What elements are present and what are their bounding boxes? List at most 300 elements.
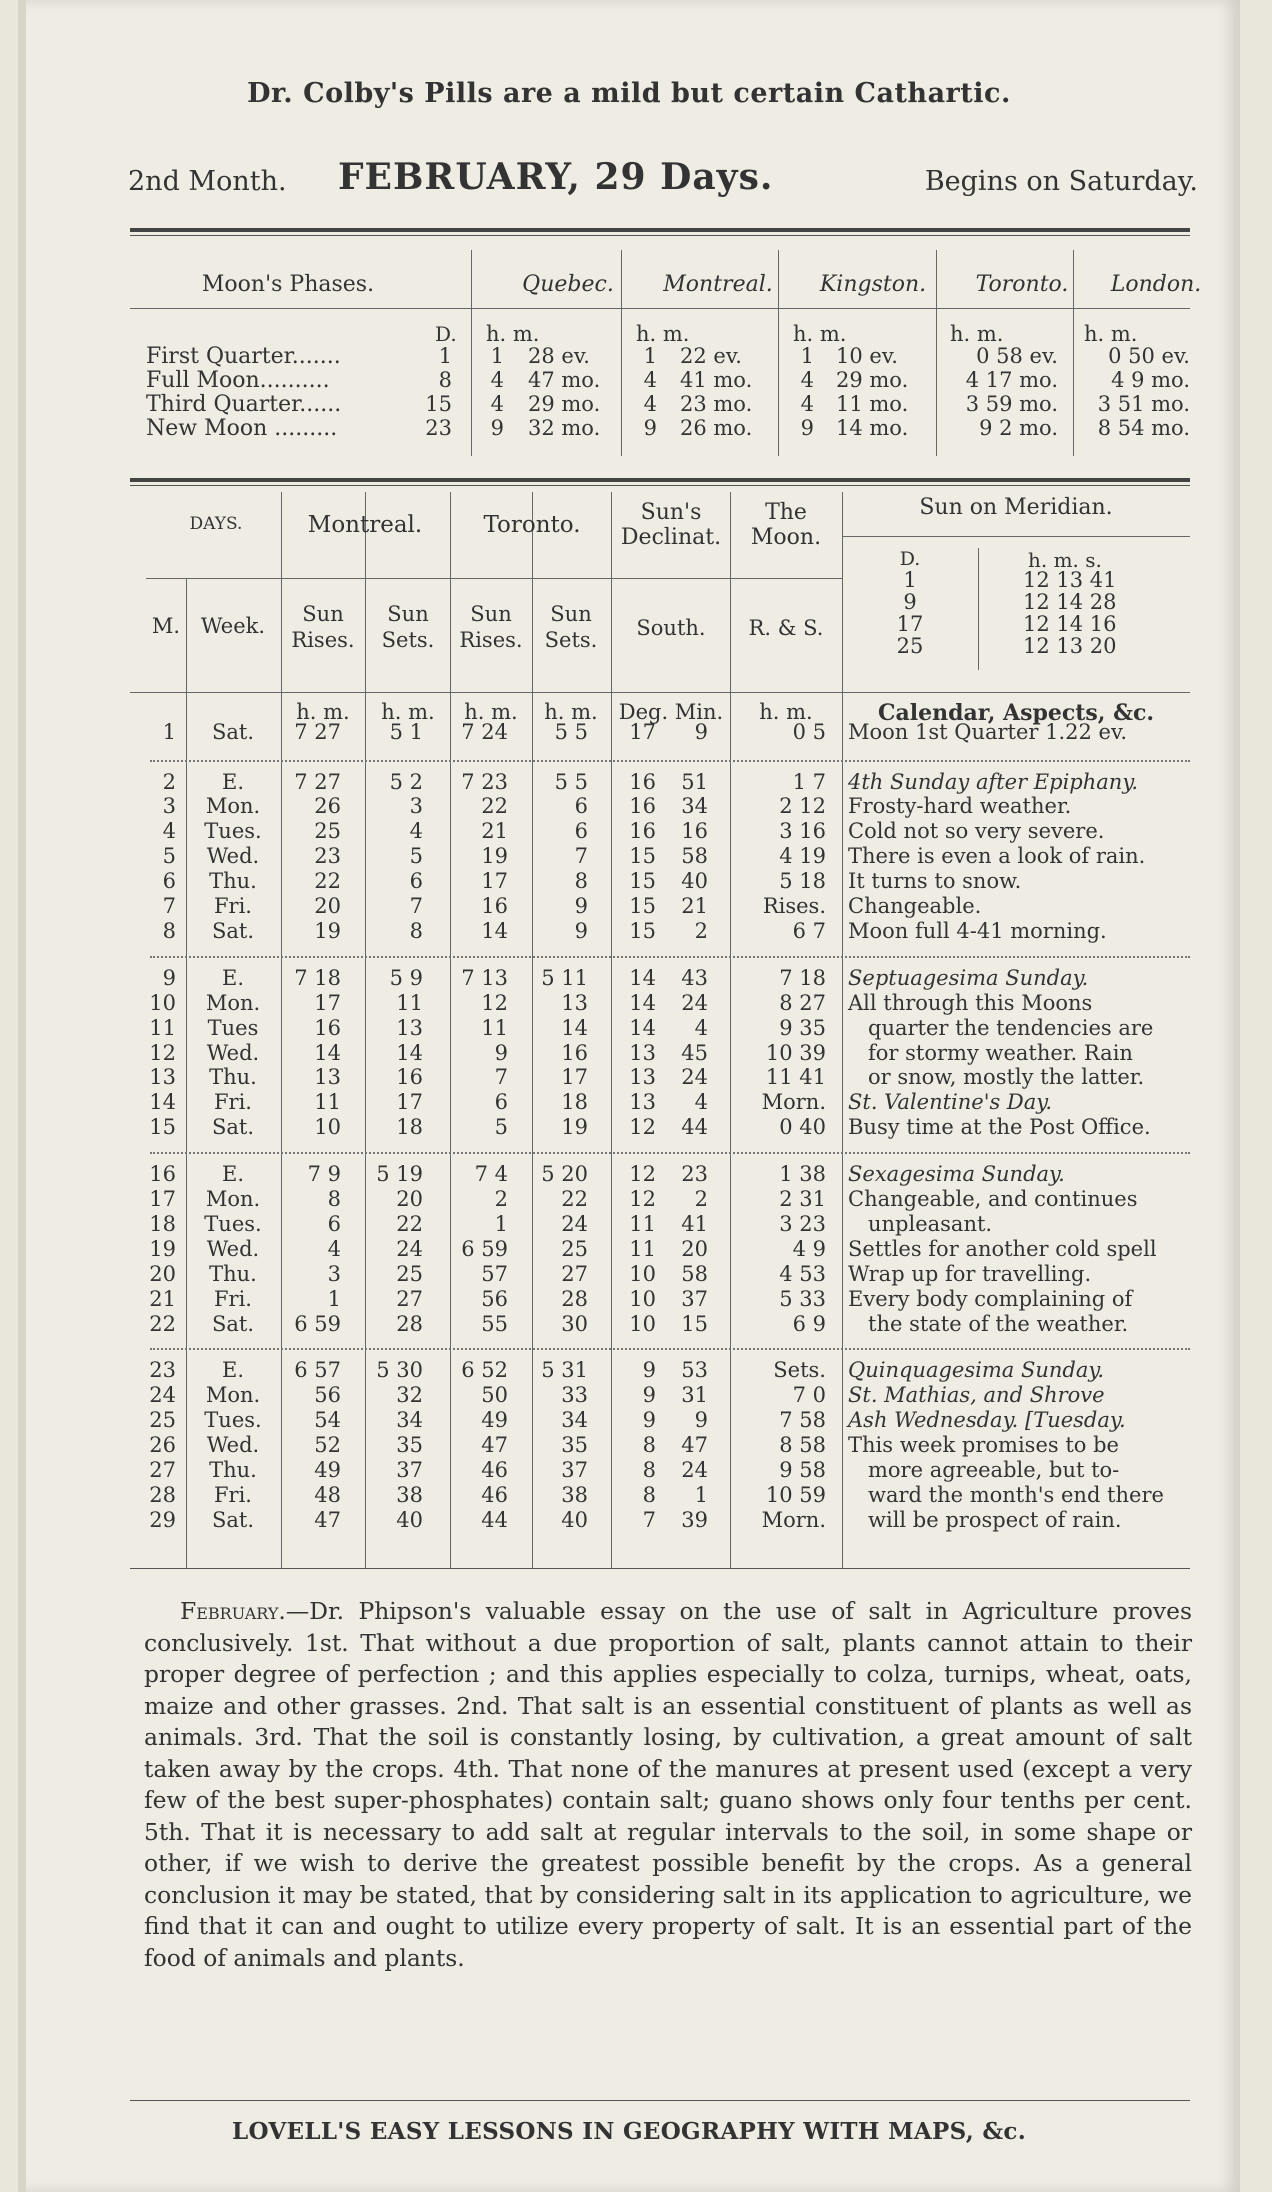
- weekday: Fri.: [213, 1482, 252, 1507]
- declination-deg: 10: [629, 1311, 656, 1336]
- toronto-set: 5 5: [554, 720, 588, 744]
- weekday: Fri.: [213, 1286, 252, 1311]
- moon-col-header: Quebec.: [522, 272, 614, 297]
- day-number: 2: [162, 769, 176, 794]
- weekday: E.: [221, 769, 244, 794]
- calendar-note: Quinquagesima Sunday.: [848, 1358, 1105, 1383]
- moon-rs: 6 9: [792, 1311, 826, 1336]
- weekday: Sat.: [211, 1115, 255, 1140]
- moon-kingston-h: 4: [800, 368, 814, 392]
- day-number: 23: [149, 1358, 176, 1383]
- moon-rs: 9 58: [779, 1458, 826, 1482]
- moon-rs: 4 9: [792, 1236, 826, 1261]
- sun-col-header: Sets.: [381, 628, 435, 652]
- week-separator: [150, 956, 1190, 958]
- declination-min: 16: [681, 819, 708, 844]
- week-separator: [150, 1152, 1190, 1154]
- cal-header-rule: [130, 692, 1190, 693]
- south-header: South.: [636, 616, 706, 640]
- calendar-note: It turns to snow.: [848, 869, 1022, 894]
- day-number: 16: [149, 1162, 176, 1187]
- moon-rs: 1 38: [779, 1162, 826, 1187]
- toronto-set: 17: [561, 1065, 588, 1090]
- meridian-day: 1: [903, 568, 917, 592]
- declination-deg: 14: [629, 990, 656, 1015]
- moon-unit-kingston: h. m.: [793, 322, 847, 346]
- declination-deg: 16: [629, 794, 656, 819]
- declination-min: 53: [681, 1358, 708, 1383]
- moon-unit-d: D.: [435, 322, 457, 346]
- moon-quebec-h: 1: [490, 344, 504, 368]
- weekday: Mon.: [205, 794, 261, 819]
- declination-deg: 14: [629, 965, 656, 990]
- moon-phase-day: 23: [425, 416, 452, 440]
- montreal-rise: 17: [314, 990, 341, 1015]
- declination-min: 34: [681, 794, 708, 819]
- declination-min: 20: [681, 1236, 708, 1261]
- toronto-rise: 7 23: [461, 769, 508, 794]
- moon-phase-day: 1: [438, 344, 452, 368]
- declination-min: 45: [681, 1040, 708, 1065]
- days-header: DAYS.: [189, 514, 243, 534]
- moon-toronto: 9 2 mo.: [979, 416, 1058, 440]
- day-number: 10: [149, 990, 176, 1015]
- meridian-value: 12 14 16: [1023, 612, 1117, 636]
- calendar-note: St. Valentine's Day.: [848, 1090, 1053, 1115]
- moon-unit-london: h. m.: [1084, 322, 1138, 346]
- moon-london: 8 54 mo.: [1097, 416, 1190, 440]
- toronto-rise: 11: [481, 1015, 508, 1040]
- day-number: 11: [149, 1015, 176, 1040]
- toronto-rise: 14: [481, 918, 508, 943]
- moon-montreal-m: 41 mo.: [680, 368, 753, 392]
- day-number: 18: [149, 1211, 176, 1236]
- montreal-set: 34: [396, 1408, 423, 1433]
- montreal-rise: 6 59: [294, 1311, 341, 1336]
- montreal-set: 14: [396, 1040, 423, 1065]
- day-number: 12: [149, 1040, 176, 1065]
- declination-deg: 15: [629, 869, 656, 894]
- calendar-note: 4th Sunday after Epiphany.: [848, 769, 1139, 794]
- toronto-rise: 50: [481, 1383, 508, 1408]
- montreal-rise: 7 18: [294, 965, 341, 990]
- calendar-note: more agreeable, but to-: [868, 1458, 1120, 1482]
- montreal-set: 4: [409, 819, 423, 844]
- day-number: 20: [149, 1261, 176, 1286]
- toronto-rise: 16: [481, 894, 508, 918]
- declination-min: 47: [681, 1433, 708, 1458]
- moon-london: 0 50 ev.: [1108, 344, 1190, 368]
- almanac-page: [18, 0, 1240, 2192]
- montreal-set: 18: [396, 1115, 423, 1140]
- sun-col-header: Rises.: [459, 628, 523, 652]
- day-number: 17: [149, 1187, 176, 1211]
- montreal-rise: 13: [314, 1065, 341, 1090]
- calendar-note: unpleasant.: [868, 1211, 993, 1236]
- calendar-note: or snow, mostly the latter.: [868, 1065, 1145, 1090]
- montreal-set: 3: [409, 794, 423, 819]
- montreal-set: 8: [409, 918, 423, 943]
- montreal-rise: 14: [314, 1040, 341, 1065]
- weekday: Mon.: [205, 990, 261, 1015]
- toronto-rise: 6 59: [461, 1236, 508, 1261]
- moon-rs: 3 16: [779, 819, 826, 844]
- declination-min: 24: [681, 1458, 708, 1482]
- moon-col-header: Moon's Phases.: [201, 272, 375, 297]
- moon-rs: 0 40: [779, 1115, 826, 1140]
- unit-hm: h. m.: [296, 700, 350, 724]
- weekday: Wed.: [206, 1236, 260, 1261]
- weekday: E.: [221, 1358, 244, 1383]
- meridian-hms-head: h. m. s.: [1028, 548, 1102, 572]
- montreal-rise: 54: [314, 1408, 341, 1433]
- toronto-rise: 7 24: [461, 720, 508, 744]
- declination-min: 15: [681, 1311, 708, 1336]
- calendar-note: Ash Wednesday. [Tuesday.: [848, 1408, 1126, 1433]
- declination-deg: 10: [629, 1286, 656, 1311]
- toronto-set: 16: [561, 1040, 588, 1065]
- day-number: 29: [149, 1507, 176, 1532]
- toronto-rise: 47: [481, 1433, 508, 1458]
- toronto-set: 30: [561, 1311, 588, 1336]
- moon-rs: 9 35: [779, 1015, 826, 1040]
- montreal-set: 38: [396, 1482, 423, 1507]
- moon-rs: 2 31: [779, 1187, 826, 1211]
- weekday: Sat.: [211, 1507, 255, 1532]
- calendar-note: quarter the tendencies are: [868, 1015, 1154, 1040]
- calendar-note: Cold not so very severe.: [848, 819, 1105, 844]
- moon-rs: Morn.: [761, 1507, 826, 1532]
- moon-rs: 5 18: [779, 869, 826, 894]
- declination-min: 41: [681, 1211, 708, 1236]
- weekday: Sat.: [211, 720, 255, 744]
- moon-quebec-m: 47 mo.: [528, 368, 601, 392]
- montreal-set: 20: [396, 1187, 423, 1211]
- montreal-set: 5 1: [389, 720, 423, 744]
- day-number: 3: [162, 794, 176, 819]
- moon-rs: 0 5: [792, 720, 826, 744]
- declination-deg: 8: [642, 1482, 656, 1507]
- montreal-rise: 47: [314, 1507, 341, 1532]
- moon-rs: Sets.: [773, 1358, 826, 1383]
- february-paragraph: [144, 1596, 1192, 1974]
- toronto-rise: 57: [481, 1261, 508, 1286]
- moon-rs: 4 19: [779, 844, 826, 869]
- toronto-set: 9: [574, 918, 588, 943]
- declination-deg: 13: [629, 1040, 656, 1065]
- calendar-note: for stormy weather. Rain: [868, 1040, 1133, 1065]
- sun-col-header: Sun: [302, 602, 344, 626]
- declination-deg: 11: [629, 1236, 656, 1261]
- weekday: Sat.: [211, 1311, 255, 1336]
- meridian-day: 9: [903, 590, 917, 614]
- montreal-rise: 1: [327, 1286, 341, 1311]
- toronto-set: 40: [561, 1507, 588, 1532]
- declination-min: 4: [694, 1015, 708, 1040]
- meridian-day: 17: [896, 612, 924, 636]
- meridian-d-head: D.: [899, 548, 921, 570]
- montreal-rise: 7 27: [294, 769, 341, 794]
- calendar-note: Wrap up for travelling.: [848, 1261, 1092, 1286]
- toronto-rise: 9: [494, 1040, 508, 1065]
- calendar-note: Moon full 4-41 morning.: [848, 918, 1107, 943]
- toronto-rise: 56: [481, 1286, 508, 1311]
- declination-deg: 12: [629, 1115, 656, 1140]
- montreal-rise: 22: [314, 869, 341, 894]
- toronto-set: 25: [561, 1236, 588, 1261]
- montreal-set: 27: [396, 1286, 423, 1311]
- toronto-rise: 7 4: [474, 1162, 508, 1187]
- month-title: FEBRUARY, 29 Days.: [338, 156, 774, 198]
- sun-col-header: Sun: [387, 602, 429, 626]
- moon-rs: 10 39: [765, 1040, 826, 1065]
- moon-quebec-h: 4: [490, 368, 504, 392]
- declination-deg: 14: [629, 1015, 656, 1040]
- toronto-set: 22: [561, 1187, 588, 1211]
- moon-toronto: 4 17 mo.: [965, 368, 1058, 392]
- toronto-set: 35: [561, 1433, 588, 1458]
- col-m-header: M.: [151, 614, 181, 638]
- declination-deg: 12: [629, 1187, 656, 1211]
- weekday: Tues: [207, 1015, 259, 1040]
- moon-kingston-h: 4: [800, 392, 814, 416]
- moon-phase-name: New Moon .........: [146, 416, 338, 441]
- weekday: Thu.: [209, 869, 257, 894]
- rs-header: R. & S.: [748, 616, 824, 640]
- declination-min: 31: [681, 1383, 708, 1408]
- montreal-rise: 3: [327, 1261, 341, 1286]
- weekday: E.: [221, 1162, 244, 1187]
- moon-rs: Morn.: [761, 1090, 826, 1115]
- declination-min: 2: [694, 1187, 708, 1211]
- day-number: 13: [149, 1065, 176, 1090]
- unit-hm: h. m.: [464, 700, 518, 724]
- week-separator: [150, 1348, 1190, 1350]
- toronto-rise: 46: [481, 1482, 508, 1507]
- moon-rs: 5 33: [779, 1286, 826, 1311]
- toronto-set: 9: [574, 894, 588, 918]
- moon-montreal-h: 1: [643, 344, 657, 368]
- montreal-set: 6: [409, 869, 423, 894]
- toronto-rise: 17: [481, 869, 508, 894]
- unit-hm: h. m.: [544, 700, 598, 724]
- moon-quebec-m: 32 mo.: [528, 416, 601, 440]
- calendar-note: Septuagesima Sunday.: [848, 965, 1089, 990]
- montreal-rise: 56: [314, 1383, 341, 1408]
- montreal-rise: 7 27: [294, 720, 341, 744]
- moon-montreal-m: 22 ev.: [680, 344, 742, 368]
- declination-min: 44: [681, 1115, 708, 1140]
- day-number: 6: [162, 869, 176, 894]
- toronto-header: Toronto.: [483, 512, 581, 538]
- top-advertisement: Dr. Colby's Pills are a mild but certain Cathartic.: [247, 78, 1011, 109]
- toronto-set: 28: [561, 1286, 588, 1311]
- moon-quebec-m: 28 ev.: [528, 344, 590, 368]
- toronto-set: 24: [561, 1211, 588, 1236]
- declination-deg: 9: [642, 1383, 656, 1408]
- toronto-set: 6: [574, 819, 588, 844]
- day-number: 27: [149, 1458, 176, 1482]
- moon-kingston-m: 11 mo.: [836, 392, 909, 416]
- calendar-note: Frosty-hard weather.: [848, 794, 1072, 819]
- moon-header-1: The: [765, 500, 807, 525]
- declination-deg: 7: [642, 1507, 656, 1532]
- moon-rs: 1 7: [792, 769, 826, 794]
- moon-quebec-h: 9: [490, 416, 504, 440]
- declination-deg: 9: [642, 1358, 656, 1383]
- declination-min: 58: [681, 844, 708, 869]
- weekday: Mon.: [205, 1187, 261, 1211]
- montreal-rise: 6: [327, 1211, 341, 1236]
- toronto-set: 33: [561, 1383, 588, 1408]
- declination-deg: 15: [629, 894, 656, 918]
- declination-min: 37: [681, 1286, 708, 1311]
- moon-kingston-m: 14 mo.: [836, 416, 909, 440]
- montreal-rise: 49: [314, 1458, 341, 1482]
- toronto-set: 13: [561, 990, 588, 1015]
- unit-hm: h. m.: [759, 700, 813, 724]
- calendar-note: Settles for another cold spell: [848, 1236, 1157, 1261]
- declination-header-1: Sun's: [640, 500, 702, 525]
- month-number: 2nd Month.: [128, 166, 287, 197]
- declination-min: 24: [681, 1065, 708, 1090]
- calendar-note: There is even a look of rain.: [848, 844, 1146, 869]
- moon-montreal-h: 4: [643, 392, 657, 416]
- declination-min: 58: [681, 1261, 708, 1286]
- montreal-set: 25: [396, 1261, 423, 1286]
- paragraph-lead: February.: [180, 1597, 286, 1625]
- calendar-note: ward the month's end there: [868, 1482, 1164, 1507]
- montreal-set: 28: [396, 1311, 423, 1336]
- day-number: 8: [162, 918, 176, 943]
- moon-unit-toronto: h. m.: [950, 322, 1004, 346]
- weekday: Fri.: [213, 1090, 252, 1115]
- montreal-rise: 52: [314, 1433, 341, 1458]
- moon-toronto: 3 59 mo.: [965, 392, 1058, 416]
- moon-kingston-h: 1: [800, 344, 814, 368]
- toronto-set: 37: [561, 1458, 588, 1482]
- toronto-rise: 46: [481, 1458, 508, 1482]
- weekday: Wed.: [206, 1040, 260, 1065]
- montreal-set: 13: [396, 1015, 423, 1040]
- montreal-set: 37: [396, 1458, 423, 1482]
- declination-deg: 10: [629, 1261, 656, 1286]
- moon-col-header: Kingston.: [819, 272, 927, 297]
- weekday: Sat.: [211, 918, 255, 943]
- montreal-rise: 11: [314, 1090, 341, 1115]
- rule-bottom-table: [130, 1568, 1190, 1569]
- calendar-note: This week promises to be: [848, 1433, 1119, 1458]
- weekday: Tues.: [204, 1408, 262, 1433]
- day-number: 25: [149, 1408, 176, 1433]
- toronto-set: 18: [561, 1090, 588, 1115]
- moon-unit-quebec: h. m.: [486, 322, 540, 346]
- moon-phase-name: First Quarter.......: [146, 344, 341, 369]
- montreal-set: 5 9: [389, 965, 423, 990]
- cal-col-divider: [532, 492, 533, 1568]
- day-number: 5: [162, 844, 176, 869]
- toronto-set: 27: [561, 1261, 588, 1286]
- moon-header-2: Moon.: [750, 525, 822, 550]
- declination-min: 24: [681, 990, 708, 1015]
- weekday: Tues.: [204, 1211, 262, 1236]
- day-number: 28: [149, 1482, 176, 1507]
- declination-deg: 11: [629, 1211, 656, 1236]
- montreal-set: 5 2: [389, 769, 423, 794]
- declination-min: 9: [694, 1408, 708, 1433]
- montreal-rise: 8: [327, 1187, 341, 1211]
- day-number: 1: [162, 720, 176, 744]
- toronto-rise: 1: [494, 1211, 508, 1236]
- sun-col-header: Rises.: [291, 628, 355, 652]
- calendar-note: Every body complaining of: [848, 1286, 1133, 1311]
- toronto-rise: 6 52: [461, 1358, 508, 1383]
- toronto-rise: 12: [481, 990, 508, 1015]
- sun-col-header: Sets.: [544, 628, 598, 652]
- declination-min: 21: [681, 894, 708, 918]
- montreal-rise: 16: [314, 1015, 341, 1040]
- weekday: Tues.: [204, 819, 262, 844]
- calendar-note: will be prospect of rain.: [868, 1507, 1122, 1532]
- weekday: Thu.: [209, 1458, 257, 1482]
- sun-col-header: Sun: [470, 602, 512, 626]
- moon-rs: 7 18: [779, 965, 826, 990]
- unit-hm: h. m.: [381, 700, 435, 724]
- declination-deg: 9: [642, 1408, 656, 1433]
- moon-rs: 6 7: [792, 918, 826, 943]
- moon-col-header: Montreal.: [663, 272, 773, 297]
- declination-deg: 15: [629, 918, 656, 943]
- toronto-rise: 49: [481, 1408, 508, 1433]
- montreal-rise: 4: [327, 1236, 341, 1261]
- toronto-rise: 6: [494, 1090, 508, 1115]
- moon-rs: 10 59: [765, 1482, 826, 1507]
- declination-min: 39: [681, 1507, 708, 1532]
- montreal-rise: 23: [314, 844, 341, 869]
- day-number: 24: [149, 1383, 176, 1408]
- declination-min: 9: [694, 720, 708, 744]
- moon-unit-montreal: h. m.: [636, 322, 690, 346]
- declination-min: 1: [694, 1482, 708, 1507]
- toronto-set: 19: [561, 1115, 588, 1140]
- declination-min: 2: [694, 918, 708, 943]
- calendar-note: All through this Moons: [848, 990, 1093, 1015]
- montreal-rise: 7 9: [307, 1162, 341, 1187]
- montreal-set: 24: [396, 1236, 423, 1261]
- moon-kingston-h: 9: [800, 416, 814, 440]
- calendar-note: the state of the weather.: [868, 1311, 1129, 1336]
- moon-montreal-m: 23 mo.: [680, 392, 753, 416]
- calendar-note: Moon 1st Quarter 1.22 ev.: [848, 720, 1128, 744]
- calendar-aspects-header: Calendar, Aspects, &c.: [877, 700, 1155, 726]
- moon-phase-name: Full Moon..........: [146, 368, 330, 393]
- moon-rs: 3 23: [779, 1211, 826, 1236]
- weekday: E.: [221, 965, 244, 990]
- declination-header-2: Declinat.: [620, 525, 722, 550]
- moon-montreal-m: 26 mo.: [680, 416, 753, 440]
- toronto-set: 5 5: [554, 769, 588, 794]
- declination-min: 51: [681, 769, 708, 794]
- moon-rs: Rises.: [762, 894, 826, 918]
- calendar-note: Changeable.: [848, 894, 982, 918]
- montreal-set: 32: [396, 1383, 423, 1408]
- toronto-set: 14: [561, 1015, 588, 1040]
- montreal-rise: 25: [314, 819, 341, 844]
- moon-col-header: Toronto.: [975, 272, 1069, 297]
- sun-col-header: Sun: [550, 602, 592, 626]
- montreal-set: 16: [396, 1065, 423, 1090]
- moon-phase-name: Third Quarter......: [146, 392, 342, 417]
